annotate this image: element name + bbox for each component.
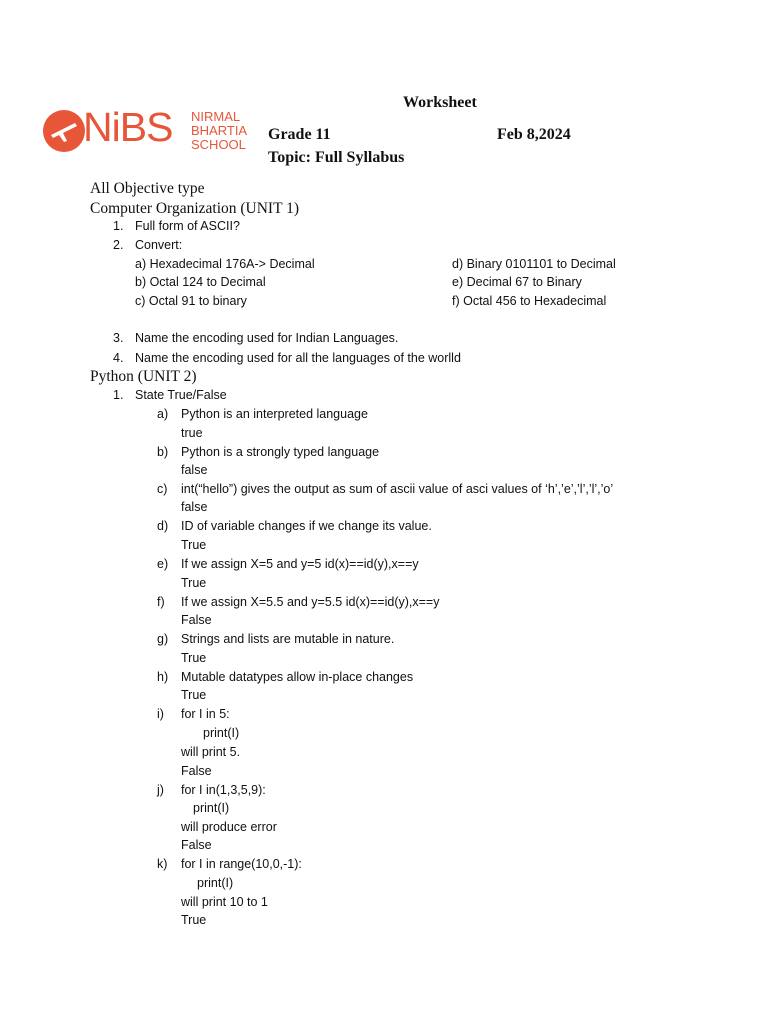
tf-k-label: k) — [157, 857, 168, 871]
intro-text: All Objective type — [90, 180, 205, 197]
logo-line-3: SCHOOL — [191, 137, 246, 152]
tf-d-text: ID of variable changes if we change its value. — [181, 519, 432, 533]
u1-q2-num: 2. — [113, 238, 124, 252]
school-logo — [41, 106, 251, 156]
convert-c: c) Octal 91 to binary — [135, 294, 247, 308]
unit1-heading: Computer Organization (UNIT 1) — [90, 200, 300, 217]
convert-a: a) Hexadecimal 176A-> Decimal — [135, 257, 315, 271]
tf-c-answer: false — [181, 500, 208, 514]
date-label: Feb 8,2024 — [497, 126, 571, 143]
tf-j-text: for I in(1,3,5,9): — [181, 783, 266, 797]
plane-emblem-icon — [41, 108, 87, 154]
tf-b-text: Python is a strongly typed language — [181, 445, 380, 459]
u1-q1-num: 1. — [113, 219, 124, 233]
tf-e-answer: True — [181, 576, 207, 590]
tf-j-note: will produce error — [181, 820, 277, 834]
tf-g-text: Strings and lists are mutable in nature. — [181, 632, 395, 646]
u2-q1-num: 1. — [113, 388, 124, 402]
tf-g-label: g) — [157, 632, 169, 646]
tf-h-answer: True — [181, 688, 207, 702]
tf-c-text: int(“hello”) gives the output as sum of ascii value of asci values of ‘h’,’e’,’l’,’l’,’o’ — [181, 482, 614, 496]
u1-q4-text: Name the encoding used for all the languages of the worlld — [135, 351, 461, 365]
tf-h-label: h) — [157, 670, 169, 684]
logo-line-2: BHARTIA — [191, 123, 248, 138]
tf-h-text: Mutable datatypes allow in-place changes — [181, 670, 414, 684]
tf-j-label: j) — [157, 783, 164, 797]
convert-d: d) Binary 0101101 to Decimal — [452, 257, 616, 271]
tf-d-answer: True — [181, 538, 207, 552]
tf-e-label: e) — [157, 557, 169, 571]
tf-k-code: print(I) — [197, 876, 234, 890]
tf-a-label: a) — [157, 407, 169, 421]
convert-b: b) Octal 124 to Decimal — [135, 275, 266, 289]
logo-letters: NiBS — [83, 104, 173, 150]
convert-e: e) Decimal 67 to Binary — [452, 275, 582, 289]
logo-line-1: NIRMAL — [191, 109, 241, 124]
tf-d-label: d) — [157, 519, 169, 533]
tf-i-label: i) — [157, 707, 164, 721]
tf-k-note: will print 10 to 1 — [181, 895, 268, 909]
tf-j-answer: False — [181, 838, 212, 852]
grade-label: Grade 11 — [268, 126, 331, 143]
tf-f-text: If we assign X=5.5 and y=5.5 id(x)==id(y),x==y — [181, 595, 440, 609]
tf-g-answer: True — [181, 651, 207, 665]
topic-label: Topic: Full Syllabus — [268, 149, 405, 166]
tf-i-answer: False — [181, 764, 212, 778]
tf-e-text: If we assign X=5 and y=5 id(x)==id(y),x==y — [181, 557, 419, 571]
u1-q4-num: 4. — [113, 351, 124, 365]
tf-k-text: for I in range(10,0,-1): — [181, 857, 302, 871]
tf-b-answer: false — [181, 463, 208, 477]
tf-i-code: print(I) — [203, 726, 240, 740]
tf-b-label: b) — [157, 445, 169, 459]
u1-q2-text: Convert: — [135, 238, 183, 252]
tf-i-text: for I in 5: — [181, 707, 230, 721]
tf-a-text: Python is an interpreted language — [181, 407, 368, 421]
u1-q3-text: Name the encoding used for Indian Languages. — [135, 331, 399, 345]
convert-f: f) Octal 456 to Hexadecimal — [452, 294, 607, 308]
tf-i-note: will print 5. — [181, 745, 241, 759]
u1-q3-num: 3. — [113, 331, 124, 345]
tf-c-label: c) — [157, 482, 168, 496]
worksheet-title: Worksheet — [403, 94, 477, 111]
tf-j-code: print(I) — [193, 801, 230, 815]
tf-f-label: f) — [157, 595, 165, 609]
tf-k-answer: True — [181, 913, 207, 927]
tf-f-answer: False — [181, 613, 212, 627]
u2-q1-text: State True/False — [135, 388, 227, 402]
tf-a-answer: true — [181, 426, 203, 440]
u1-q1-text: Full form of ASCII? — [135, 219, 240, 233]
unit2-heading: Python (UNIT 2) — [90, 368, 197, 385]
